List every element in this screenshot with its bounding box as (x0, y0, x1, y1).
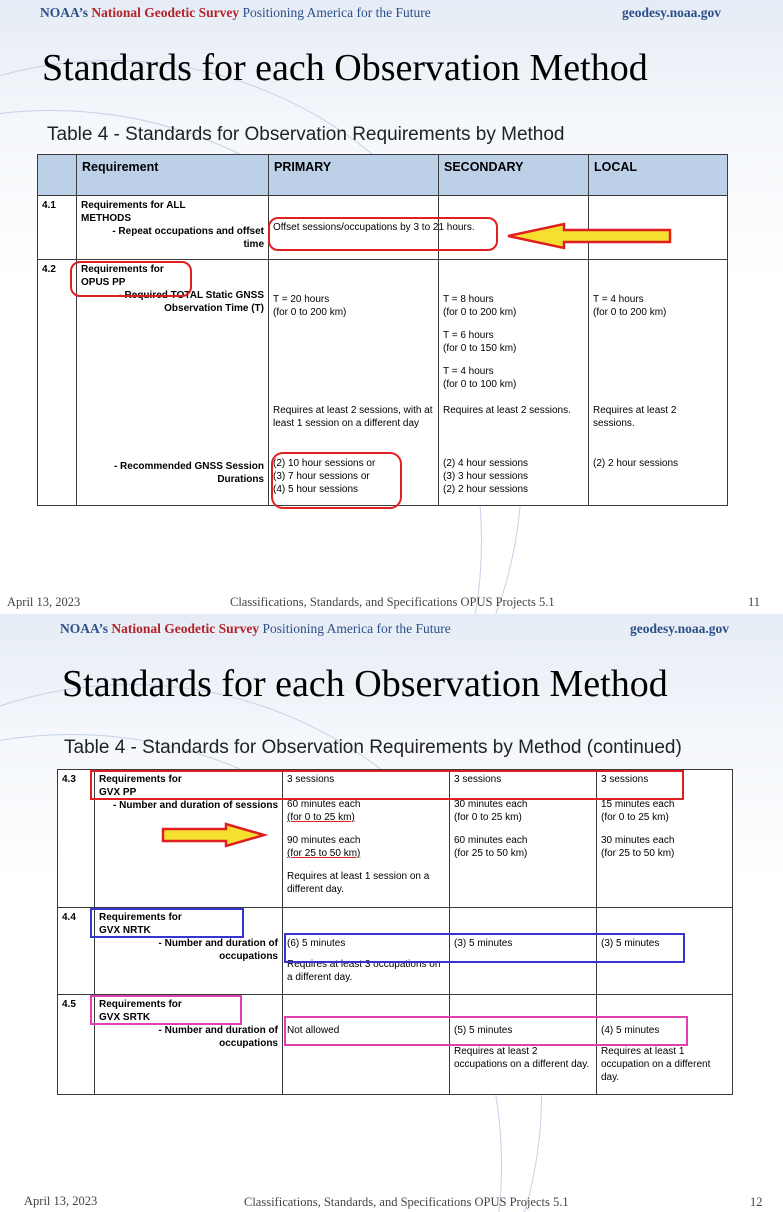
primary-duration: 60 minutes each (287, 799, 361, 810)
header-blank (38, 155, 77, 196)
secondary-time: T = 8 hours (443, 294, 494, 305)
primary-range: (for 0 to 200 km) (273, 307, 347, 318)
row-number: 4.4 (58, 908, 95, 995)
primary-cell (283, 770, 450, 908)
header-noaa: NOAA’s (60, 621, 108, 636)
header-branding (60, 621, 451, 637)
slide-title: Standards for each Observation Method (42, 47, 648, 89)
header-site: geodesy.noaa.gov (622, 5, 722, 20)
requirement-sub: - Number and duration of occupations (158, 1025, 278, 1049)
primary-cell: Offset sessions/occupations by 3 to 21 hours. (269, 196, 439, 260)
primary-requirement: Requires at least 1 session on a different day. (287, 871, 430, 895)
column-header-secondary: SECONDARY (439, 155, 589, 196)
session-line: (4) 5 hour sessions (273, 484, 359, 495)
local-requirement: Requires at least 2 sessions. (593, 405, 677, 429)
table-row (58, 995, 733, 1095)
footer-page-number: 11 (748, 595, 761, 609)
table-row (38, 260, 728, 506)
requirements-table (37, 154, 728, 506)
requirement-cell (77, 260, 269, 506)
secondary-range: (for 25 to 50 km) (454, 848, 528, 859)
requirement-cell (95, 995, 283, 1095)
requirement-sub: - Number and duration of sessions (113, 800, 279, 811)
requirement-sub: - Required TOTAL Static GNSS Observation Time (T) (118, 290, 264, 314)
primary-range: (for 25 to 50 km) (287, 848, 361, 859)
secondary-requirement: Requires at least 2 occupations on a different day. (454, 1046, 590, 1070)
footer-doc-title: Classifications, Standards, and Specifications OPUS Projects 5.1 (230, 595, 555, 609)
secondary-requirement: Requires at least 2 sessions. (443, 405, 571, 416)
local-sessions: (2) 2 hour sessions (593, 458, 679, 469)
secondary-cell (450, 770, 597, 908)
requirement-label: Requirements for GVX SRTK (99, 999, 182, 1023)
header-ngs: National Geodetic Survey (91, 5, 240, 20)
primary-cell (269, 260, 439, 506)
secondary-cell: (3) 5 minutes (450, 908, 597, 995)
requirement-label: Requirements for OPUS PP (81, 264, 164, 288)
requirement-sub: - Repeat occupations and offset time (112, 226, 264, 250)
column-header-requirement: Requirement (77, 155, 269, 196)
slide-title: Standards for each Observation Method (62, 663, 668, 705)
primary-time: T = 20 hours (273, 294, 330, 305)
secondary-cell (450, 995, 597, 1095)
secondary-time: T = 4 hours (443, 366, 494, 377)
slide-12 (0, 614, 783, 1212)
column-header-local: LOCAL (589, 155, 728, 196)
local-cell (589, 260, 728, 506)
slide-header (0, 614, 783, 640)
primary-duration: 90 minutes each (287, 835, 361, 846)
secondary-duration: 30 minutes each (454, 799, 528, 810)
slide-header (0, 0, 783, 26)
secondary-sessions (443, 457, 584, 496)
right-arrow-icon (160, 822, 268, 848)
session-line: (3) 7 hour sessions or (273, 471, 370, 482)
primary-requirement: Requires at least 2 sessions, with at least 1 session on a different day (273, 405, 433, 429)
local-value: (4) 5 minutes (601, 1025, 660, 1036)
local-range: (for 0 to 200 km) (593, 307, 667, 318)
local-time: T = 4 hours (593, 294, 644, 305)
left-arrow-icon (506, 222, 676, 250)
header-branding (40, 5, 431, 21)
local-range: (for 0 to 25 km) (601, 812, 669, 823)
header-tagline: Positioning America for the Future (262, 621, 451, 636)
local-range: (for 25 to 50 km) (601, 848, 675, 859)
secondary-duration: 60 minutes each (454, 835, 528, 846)
row-number: 4.2 (38, 260, 77, 506)
primary-value: (6) 5 minutes (287, 938, 346, 949)
header-tagline: Positioning America for the Future (242, 5, 431, 20)
session-line: (3) 3 hour sessions (443, 471, 529, 482)
footer-page-number: 12 (750, 1195, 763, 1209)
footer-doc-title: Classifications, Standards, and Specifications OPUS Projects 5.1 (244, 1195, 569, 1209)
requirement-sub: - Recommended GNSS Session Durations (113, 461, 264, 485)
header-noaa: NOAA’s (40, 5, 88, 20)
table-caption: Table 4 - Standards for Observation Requirements by Method (47, 124, 565, 145)
secondary-range: (for 0 to 25 km) (454, 812, 522, 823)
local-top: 3 sessions (601, 774, 649, 785)
primary-top: 3 sessions (287, 774, 335, 785)
column-header-primary: PRIMARY (269, 155, 439, 196)
requirement-cell (95, 908, 283, 995)
row-number: 4.5 (58, 995, 95, 1095)
table-row (58, 908, 733, 995)
primary-cell: Not allowed (283, 995, 450, 1095)
local-duration: 30 minutes each (601, 835, 675, 846)
table-caption: Table 4 - Standards for Observation Requirements by Method (continued) (64, 737, 682, 758)
primary-sessions (273, 457, 434, 496)
table-row (58, 770, 733, 908)
secondary-value: (5) 5 minutes (454, 1025, 513, 1036)
local-requirement: Requires at least 1 occupation on a different day. (601, 1046, 711, 1083)
secondary-cell (439, 260, 589, 506)
requirement-label: Requirements for GVX PP (99, 774, 182, 798)
primary-cell (283, 908, 450, 995)
requirement-label: Requirements for GVX NRTK (99, 912, 182, 936)
secondary-time: T = 6 hours (443, 330, 494, 341)
requirements-table-continued (57, 769, 733, 1095)
local-cell: (3) 5 minutes (597, 908, 733, 995)
header-site: geodesy.noaa.gov (630, 621, 730, 636)
requirement-sub: - Number and duration of occupations (158, 938, 278, 962)
footer-date: April 13, 2023 (24, 1194, 98, 1208)
header-ngs: National Geodetic Survey (111, 621, 260, 636)
primary-range: (for 0 to 25 km) (287, 812, 355, 823)
secondary-range: (for 0 to 150 km) (443, 343, 517, 354)
secondary-range: (for 0 to 200 km) (443, 307, 517, 318)
session-line: (2) 2 hour sessions (443, 484, 529, 495)
table-header-row (38, 155, 728, 196)
local-duration: 15 minutes each (601, 799, 675, 810)
local-cell (597, 770, 733, 908)
footer-date: April 13, 2023 (7, 595, 81, 609)
requirement-cell (77, 196, 269, 260)
session-line: (2) 10 hour sessions or (273, 458, 376, 469)
row-number: 4.3 (58, 770, 95, 908)
row-number: 4.1 (38, 196, 77, 260)
local-cell (597, 995, 733, 1095)
session-line: (2) 4 hour sessions (443, 458, 529, 469)
secondary-range: (for 0 to 100 km) (443, 379, 517, 390)
requirement-label: Requirements for ALL METHODS (81, 200, 186, 224)
secondary-top: 3 sessions (454, 774, 502, 785)
primary-requirement: Requires at least 3 occupations on a different day. (287, 959, 441, 983)
